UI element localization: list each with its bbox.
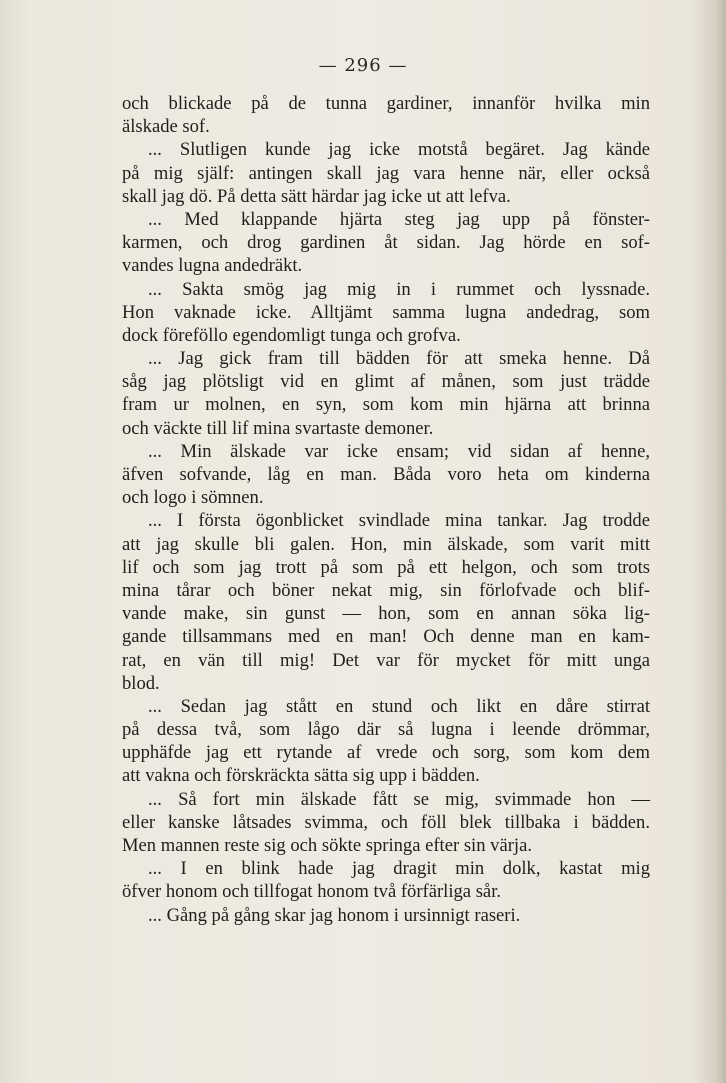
text-line: rat, en vän till mig! Det var för mycket för mitt unga <box>122 649 650 671</box>
text-line: ... Jag gick fram till bädden för att smeka henne. Då <box>148 348 650 370</box>
text-line: dock föreföllo egendomligt tunga och grofva. <box>122 324 461 346</box>
text-line: upphäfde jag ett rytande af vrede och sorg, som kom dem <box>122 742 650 764</box>
text-line: ... I en blink hade jag dragit min dolk, kastat mig <box>148 858 650 880</box>
text-line: och blickade på de tunna gardiner, innanför hvilka min <box>122 93 650 114</box>
text-line: ... Gång på gång skar jag honom i ursinnigt raseri. <box>148 904 521 926</box>
text-line: vandes lugna andedräkt. <box>122 255 303 277</box>
text-line: gande tillsammans med en man! Och denne man en kam- <box>122 626 650 648</box>
text-line: skall jag dö. På detta sätt härdar jag icke ut att lefva. <box>122 185 511 207</box>
text-line: äfven sofvande, låg en man. Båda voro heta om kinderna <box>122 464 650 485</box>
text-line: såg jag plötsligt vid en glimt af månen, som just trädde <box>122 371 650 393</box>
text-line: ... Sedan jag stått en stund och likt en dåre stirrat <box>148 695 650 717</box>
text-line: och väckte till lif mina svartaste demoner. <box>122 417 434 439</box>
text-line: och logo i sömnen. <box>122 487 264 509</box>
text-line: ... Så fort min älskade fått se mig, svimmade hon — <box>148 788 650 810</box>
text-line: ... I första ögonblicket svindlade mina tankar. Jag trodde <box>148 510 650 532</box>
text-line: att vakna och förskräckta sätta sig upp i bädden. <box>122 765 480 787</box>
text-line: fram ur molnen, en syn, som kom min hjärna att brinna <box>122 394 650 416</box>
body-text <box>122 92 650 927</box>
text-line: Men mannen reste sig och sökte springa efter sin värja. <box>122 835 532 856</box>
text-line: vande make, sin gunst — hon, som en annan söka lig- <box>122 603 650 625</box>
text-line: på mig själf: antingen skall jag vara henne när, eller också <box>122 162 650 184</box>
text-line: karmen, och drog gardinen åt sidan. Jag hörde en sof- <box>122 232 650 254</box>
text-line: att jag skulle bli galen. Hon, min älskade, som varit mitt <box>122 533 650 555</box>
text-line: ... Min älskade var icke ensam; vid sidan af henne, <box>148 440 650 462</box>
text-line: älskade sof. <box>122 116 210 138</box>
text-line: på dessa två, som lågo där så lugna i leende drömmar, <box>122 719 650 741</box>
page-number: — 296 — <box>318 55 408 76</box>
text-line: ... Slutligen kunde jag icke motstå begäret. Jag kände <box>148 139 650 161</box>
text-line: ... Med klappande hjärta steg jag upp på fönster- <box>148 208 650 230</box>
text-line: lif och som jag trott på som på ett helgon, och som trots <box>122 556 650 578</box>
text-line: blod. <box>122 672 160 694</box>
text-line: Hon vaknade icke. Alltjämt samma lugna andedrag, som <box>122 301 650 323</box>
text-line: eller kanske låtsades svimma, och föll blek tillbaka i bädden. <box>122 811 650 833</box>
text-line: mina tårar och böner nekat mig, sin förlofvade och blif- <box>122 579 650 601</box>
text-line: ... Sakta smög jag mig in i rummet och lyssnade. <box>148 278 650 300</box>
text-line: öfver honom och tillfogat honom två förfärliga sår. <box>122 881 502 903</box>
